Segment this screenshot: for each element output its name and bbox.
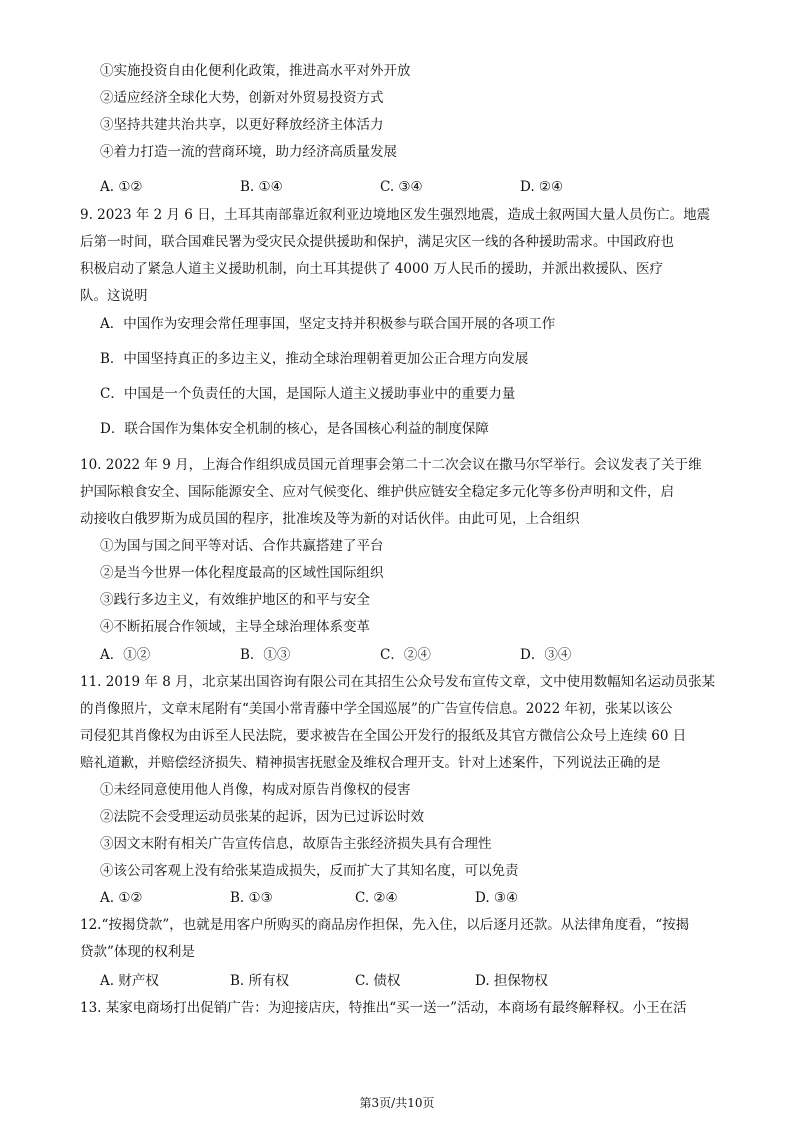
q11-statement-2: ②法院不会受理运动员张某的起诉，因为已过诉讼时效 <box>100 809 424 825</box>
q10-option-b: B．①③ <box>240 647 291 663</box>
q10-stem-line-2: 护国际粮食安全、国际能源安全、应对气候变化、维护供应链安全稳定多元化等多份声明和文件，启 <box>80 484 674 500</box>
q8-option-d: D. ②④ <box>520 179 564 195</box>
q11-option-a: A. ①② <box>100 890 143 906</box>
q10-stem-line-3: 动接收白俄罗斯为成员国的程序，批准埃及等为新的对话伙伴。由此可见，上合组织 <box>80 511 580 527</box>
q11-statement-3: ③因文末附有相关广告宣传信息，故原告主张经济损失具有合理性 <box>100 836 492 852</box>
q10-stem-line-1: 10. 2022 年 9 月，上海合作组织成员国元首理事会第二十二次会议在撒马尔罕举行。会议发表了关于维 <box>80 457 702 473</box>
q12-stem-line-1: 12.“按揭贷款”，也就是用客户所购买的商品房作担保，先入住，以后逐月还款。从法律角度看，“按揭 <box>80 917 690 933</box>
q11-stem-line-4: 赔礼道歉，并赔偿经济损失、精神损害抚慰金及维权合理开支。针对上述案件，下列说法正确的是 <box>80 755 661 771</box>
q9-option-c: C．中国是一个负责任的大国，是国际人道主义援助事业中的重要力量 <box>100 386 516 402</box>
q8-option-c: C. ③④ <box>380 179 423 195</box>
q8-statement-1: ①实施投资自由化便利化政策，推进高水平对外开放 <box>100 63 411 79</box>
page-number-footer: 第3页/共10页 <box>359 1096 435 1110</box>
q9-stem-line-3: 积极启动了紧急人道主义援助机制，向土耳其提供了 4000 万人民币的援助，并派出救援队、医疗 <box>80 261 663 277</box>
q9-option-d: D．联合国作为集体安全机制的核心，是各国核心利益的制度保障 <box>100 421 489 437</box>
q10-statement-3: ③践行多边主义，有效维护地区的和平与安全 <box>100 592 370 608</box>
q10-statement-1: ①为国与国之间平等对话、合作共赢搭建了平台 <box>100 538 384 554</box>
q11-statement-1: ①未经同意使用他人肖像，构成对原告肖像权的侵害 <box>100 782 411 798</box>
q10-statement-4: ④不断拓展合作领域，主导全球治理体系变革 <box>100 619 370 635</box>
q9-stem-line-2: 后第一时间，联合国难民署为受灾民众提供援助和保护，满足灾区一线的各种援助需求。中国政府也 <box>80 234 674 250</box>
q11-option-c: C. ②④ <box>355 890 398 906</box>
q13-stem-line-1: 13. 某家电商场打出促销广告：为迎接店庆，特推出“买一送一”活动，本商场有最终解释权。小王在活 <box>80 1000 687 1016</box>
q12-option-a: A. 财产权 <box>100 973 159 989</box>
q12-stem-line-2: 贷款”体现的权利是 <box>80 944 195 960</box>
q9-stem-line-1: 9. 2023 年 2 月 6 日，土耳其南部靠近叙利亚边境地区发生强烈地震，造成土叙两国大量人员伤亡。地震 <box>80 207 711 223</box>
q9-option-a: A．中国作为安理会常任理事国，坚定支持并积极参与联合国开展的各项工作 <box>100 316 556 332</box>
q12-option-c: C. 债权 <box>355 973 401 989</box>
q8-option-b: B. ①④ <box>240 179 283 195</box>
q9-option-b: B．中国坚持真正的多边主义，推动全球治理朝着更加公正合理方向发展 <box>100 351 529 367</box>
q8-statement-4: ④着力打造一流的营商环境，助力经济高质量发展 <box>100 144 397 160</box>
q8-statement-2: ②适应经济全球化大势，创新对外贸易投资方式 <box>100 90 384 106</box>
q8-option-a: A. ①② <box>100 179 143 195</box>
q11-stem-line-2: 的肖像照片，文章末尾附有“美国小常青藤中学全国巡展”的广告宣传信息。2022 年初，张某以该公 <box>80 701 673 717</box>
q11-option-d: D. ③④ <box>475 890 519 906</box>
q11-stem-line-1: 11. 2019 年 8 月，北京某出国咨询有限公司在其招生公众号发布宣传文章，文中使用数幅知名运动员张某 <box>80 674 716 690</box>
q11-option-b: B. ①③ <box>230 890 273 906</box>
q11-stem-line-3: 司侵犯其肖像权为由诉至人民法院，要求被告在全国公开发行的报纸及其官方微信公众号上连续 60 日 <box>80 728 687 744</box>
q12-option-b: B. 所有权 <box>230 973 290 989</box>
q10-statement-2: ②是当今世界一体化程度最高的区域性国际组织 <box>100 565 384 581</box>
q10-option-c: C．②④ <box>380 647 431 663</box>
q12-option-d: D. 担保物权 <box>475 973 548 989</box>
q9-stem-line-4: 队。这说明 <box>80 288 148 304</box>
q8-statement-3: ③坚持共建共治共享，以更好释放经济主体活力 <box>100 117 384 133</box>
q11-statement-4: ④该公司客观上没有给张某造成损失，反而扩大了其知名度，可以免责 <box>100 863 519 879</box>
q10-option-d: D．③④ <box>520 647 572 663</box>
q10-option-a: A．①② <box>100 647 151 663</box>
